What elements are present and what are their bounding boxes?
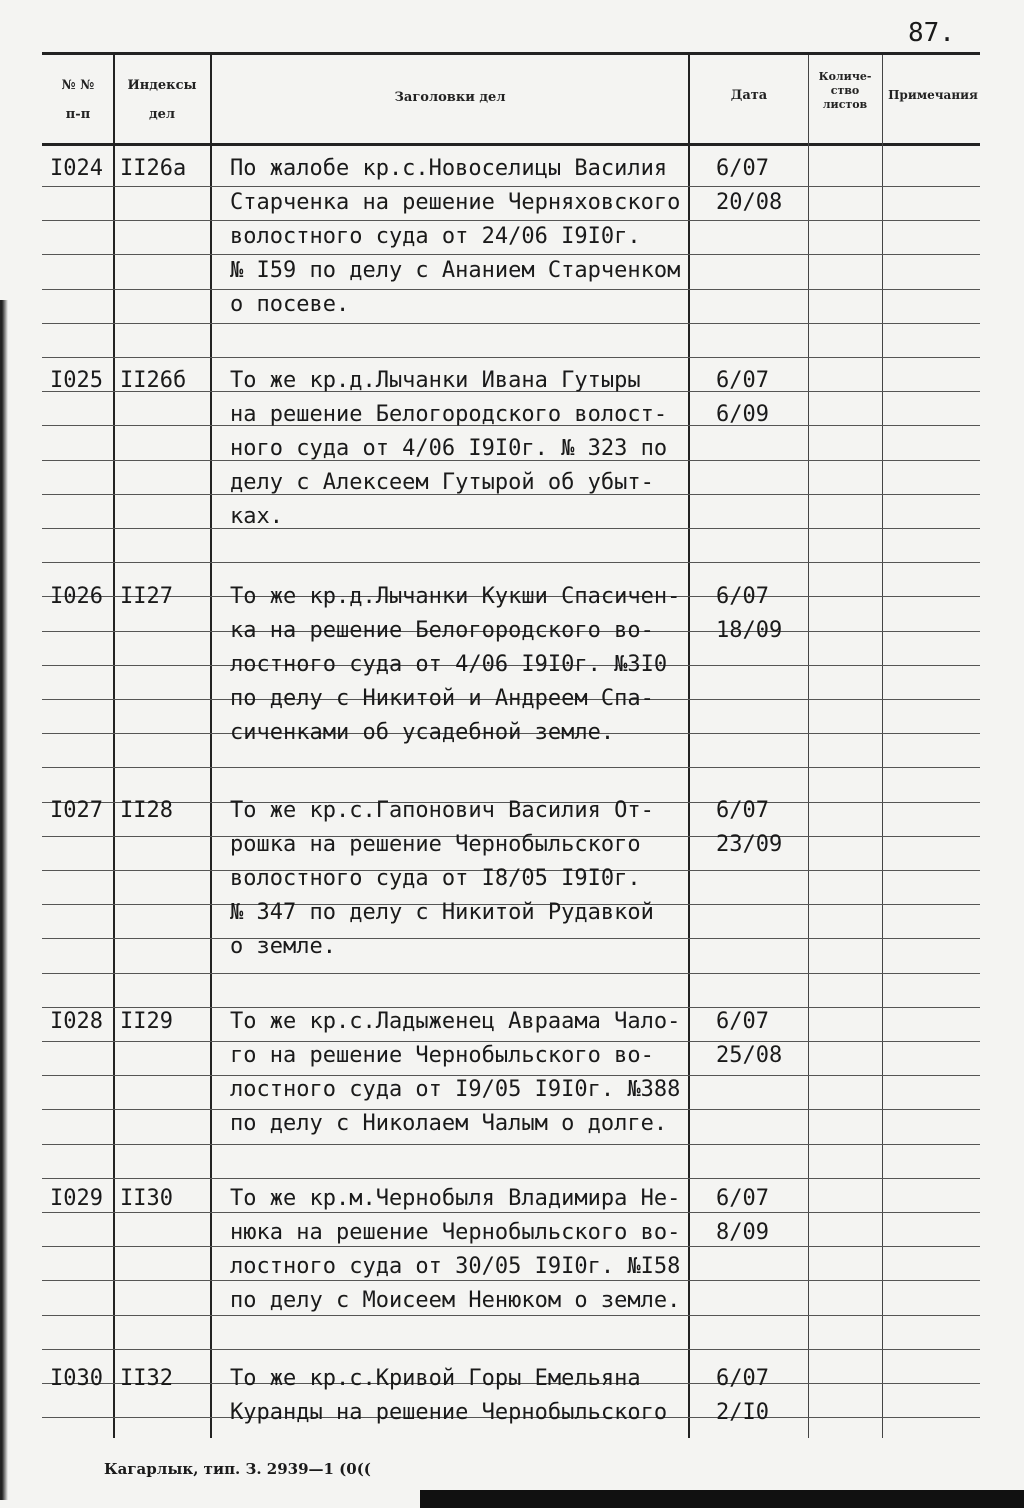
printer-imprint: Кагарлык, тип. З. 2939—1 (0(( bbox=[104, 1460, 371, 1478]
entry-index: II30 bbox=[120, 1186, 173, 1211]
entry-date: 6/07 bbox=[716, 798, 769, 823]
header-no bbox=[44, 78, 112, 122]
entry-title-line: ках. bbox=[230, 504, 283, 529]
entry-title-line: лостного суда от I9/05 I9I0г. №388 bbox=[230, 1077, 681, 1102]
header-no-top: № № bbox=[61, 78, 95, 93]
entry-title-line: волостного суда от I8/05 I9I0г. bbox=[230, 866, 641, 891]
header-title: Заголовки дел bbox=[394, 90, 506, 105]
header-date: Дата bbox=[730, 88, 768, 103]
entry-title-line: № I59 по делу с Ананием Старченком bbox=[230, 258, 681, 283]
col-divider-4 bbox=[808, 55, 809, 1438]
entry-title-line: То же кр.с.Ладыженец Авраама Чало- bbox=[230, 1009, 681, 1034]
entry-title-line: лостного суда от 30/05 I9I0г. №I58 bbox=[230, 1254, 681, 1279]
entry-date: 23/09 bbox=[716, 832, 783, 857]
header-bottom-rule bbox=[42, 143, 980, 146]
ruled-line bbox=[42, 289, 980, 290]
scan-edge-shadow bbox=[0, 300, 8, 1500]
entry-title-line: волостного суда от 24/06 I9I0г. bbox=[230, 224, 641, 249]
scan-bottom-edge bbox=[420, 1490, 1024, 1508]
header-index bbox=[115, 78, 209, 122]
ruled-line bbox=[42, 323, 980, 324]
header-notes: Примечания bbox=[888, 88, 978, 102]
header-index-top: Индексы bbox=[127, 78, 197, 93]
ruled-line bbox=[42, 562, 980, 563]
entry-date: 2/I0 bbox=[716, 1400, 769, 1425]
entry-date: 6/07 bbox=[716, 1366, 769, 1391]
entry-index: II26а bbox=[120, 156, 187, 181]
entry-title-line: Старченка на решение Черняховского bbox=[230, 190, 681, 215]
entry-number: I026 bbox=[50, 584, 103, 609]
entry-title-line: лостного суда от 4/06 I9I0г. №3I0 bbox=[230, 652, 668, 677]
entry-number: I027 bbox=[50, 798, 103, 823]
entry-title-line: № 347 по делу с Никитой Рудавкой bbox=[230, 900, 654, 925]
entry-title-line: То же кр.с.Кривой Горы Емельяна bbox=[230, 1366, 641, 1391]
entry-index: II27 bbox=[120, 584, 173, 609]
ruled-line bbox=[42, 973, 980, 974]
entry-date: 6/07 bbox=[716, 156, 769, 181]
entry-title-line: То же кр.д.Лычанки Ивана Гутыры bbox=[230, 368, 641, 393]
entry-number: I025 bbox=[50, 368, 103, 393]
ruled-line bbox=[42, 767, 980, 768]
entry-title-line: о посеве. bbox=[230, 292, 350, 317]
entry-title-line: по делу с Моисеем Ненюком о земле. bbox=[230, 1288, 681, 1313]
entry-date: 6/07 bbox=[716, 584, 769, 609]
entry-title-line: на решение Белогородского волост- bbox=[230, 402, 668, 427]
entry-index: II28 bbox=[120, 798, 173, 823]
entry-number: I028 bbox=[50, 1009, 103, 1034]
ruled-line bbox=[42, 938, 980, 939]
ruled-line bbox=[42, 1349, 980, 1350]
entry-title-line: делу с Алексеем Гутырой об убыт- bbox=[230, 470, 654, 495]
entry-number: I024 bbox=[50, 156, 103, 181]
entry-title-line: То же кр.д.Лычанки Кукши Спасичен- bbox=[230, 584, 681, 609]
entry-index: II32 bbox=[120, 1366, 173, 1391]
col-divider-2 bbox=[210, 55, 212, 1438]
entry-title-line: По жалобе кр.с.Новоселицы Василия bbox=[230, 156, 668, 181]
entry-title-line: рошка на решение Чернобыльского bbox=[230, 832, 641, 857]
entry-title-line: по делу с Никитой и Андреем Спа- bbox=[230, 686, 654, 711]
entry-date: 18/09 bbox=[716, 618, 783, 643]
col-divider-5 bbox=[882, 55, 883, 1438]
entry-date: 6/07 bbox=[716, 1186, 769, 1211]
entry-index: II29 bbox=[120, 1009, 173, 1034]
entry-number: I030 bbox=[50, 1366, 103, 1391]
ruled-line bbox=[42, 357, 980, 358]
col-divider-3 bbox=[688, 55, 690, 1438]
entry-title-line: о земле. bbox=[230, 934, 336, 959]
entry-date: 20/08 bbox=[716, 190, 783, 215]
page-number: 87. bbox=[908, 18, 955, 48]
header-top-rule bbox=[42, 52, 980, 55]
entry-title-line: Куранды на решение Чернобыльского bbox=[230, 1400, 668, 1425]
header-index-bottom: дел bbox=[148, 107, 176, 122]
entry-title-line: ка на решение Белогородского во- bbox=[230, 618, 654, 643]
entry-title-line: сиченками об усадебной земле. bbox=[230, 720, 615, 745]
entry-date: 6/07 bbox=[716, 1009, 769, 1034]
ruled-line bbox=[42, 1178, 980, 1179]
entry-date: 6/07 bbox=[716, 368, 769, 393]
entry-index: II26б bbox=[120, 368, 187, 393]
entry-title-line: го на решение Чернобыльского во- bbox=[230, 1043, 654, 1068]
entry-date: 6/09 bbox=[716, 402, 769, 427]
entry-title-line: ного суда от 4/06 I9I0г. № 323 по bbox=[230, 436, 668, 461]
entry-date: 8/09 bbox=[716, 1220, 769, 1245]
header-sheets: Количе- ство листов bbox=[818, 70, 872, 111]
entry-title-line: То же кр.с.Гапонович Василия От- bbox=[230, 798, 654, 823]
entry-date: 25/08 bbox=[716, 1043, 783, 1068]
ruled-line bbox=[42, 528, 980, 529]
ruled-line bbox=[42, 1144, 980, 1145]
entry-title-line: по делу с Николаем Чалым о долге. bbox=[230, 1111, 668, 1136]
header-no-bottom: п-п bbox=[65, 107, 91, 122]
entry-title-line: нюка на решение Чернобыльского во- bbox=[230, 1220, 681, 1245]
entry-title-line: То же кр.м.Чернобыля Владимира Не- bbox=[230, 1186, 681, 1211]
col-divider-1 bbox=[113, 55, 115, 1438]
entry-number: I029 bbox=[50, 1186, 103, 1211]
